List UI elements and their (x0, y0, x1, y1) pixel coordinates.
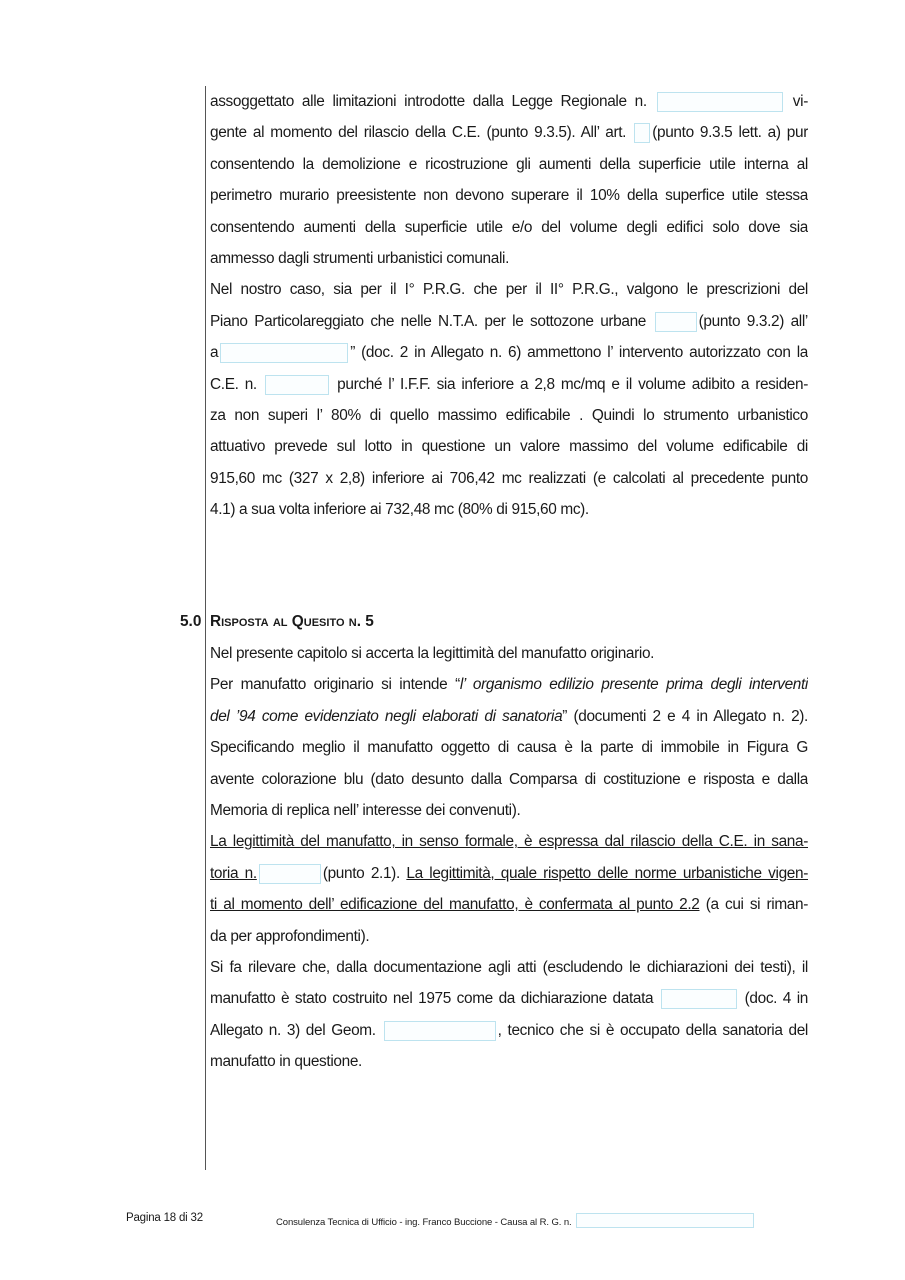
text-line: toria n. (punto 2.1). La legittimità, quale rispetto delle norme urbanistiche vigen- (210, 864, 808, 882)
text-line: gente al momento del rilascio della C.E. (punto 9.3.5). All’ art. (punto 9.3.5 lett. a) pur (210, 124, 808, 142)
redacted-field (657, 92, 783, 112)
text-line: Per manufatto originario si intende “l’ organismo edilizio presente prima degli interventi (210, 676, 808, 694)
text-line: C.E. n. purché l’ I.F.F. sia inferiore a 2,8 mc/mq e il volume adibito a residen- (210, 375, 808, 393)
text-line: Memoria di replica nell’ interesse dei convenuti). (210, 802, 521, 820)
text-line: Nel presente capitolo si accerta la legittimità del manufatto originario. (210, 645, 655, 662)
redacted-field (384, 1021, 496, 1041)
text-line: Piano Particolareggiato che nelle N.T.A. per le sottozone urbane (punto 9.3.2) all’ (210, 312, 808, 330)
section-number: 5.0 (180, 613, 202, 630)
text-line: Si fa rilevare che, dalla documentazione agli atti (escludendo le dichiarazioni dei testi), il (210, 959, 808, 977)
paragraph-1 (210, 86, 808, 274)
text-line: a ” (doc. 2 in Allegato n. 6) ammettono l’ intervento autorizzato con la (210, 344, 808, 362)
text-line: Nel nostro caso, sia per il I° P.R.G. che per il II° P.R.G., valgono le prescrizioni del (210, 281, 808, 299)
body-text-upper (210, 86, 808, 526)
text-line: consentendo la demolizione e ricostruzione gli aumenti della superficie utile interna al (210, 155, 808, 173)
text-line: consentendo aumenti della superficie utile e/o del volume degli edifici solo dove sia (210, 218, 808, 236)
text-line: manufatto in questione. (210, 1053, 362, 1071)
body-text-lower (210, 638, 808, 1078)
text-line: del ’94 come evidenziato negli elaborati di sanatoria” (documenti 2 e 4 in Allegato n. 2). (210, 707, 808, 725)
page-number: Pagina 18 di 32 (126, 1212, 203, 1224)
text-line: avente colorazione blu (dato desunto dalla Comparsa di costituzione e risposta e dalla (210, 770, 808, 788)
redacted-field (655, 312, 697, 332)
text-line: Specificando meglio il manufatto oggetto di causa è la parte di immobile in Figura G (210, 739, 808, 757)
footer-text: Consulenza Tecnica di Ufficio - ing. Franco Buccione - Causa al R. G. n. (276, 1213, 756, 1228)
text-line: assoggettato alle limitazioni introdotte dalla Legge Regionale n. vi- (210, 93, 808, 110)
redacted-field (265, 375, 329, 395)
text-line: ti al momento dell’ edificazione del manufatto, è confermata al punto 2.2 (a cui si riman- (210, 896, 808, 914)
margin-rule (205, 86, 206, 1170)
redacted-field (661, 989, 737, 1009)
text-line: La legittimità del manufatto, in senso formale, è espressa dal rilascio della C.E. in sana- (210, 833, 808, 851)
redacted-field (576, 1213, 754, 1228)
paragraph-5 (210, 826, 808, 952)
paragraph-4 (210, 669, 808, 826)
redacted-field (259, 864, 321, 884)
text-line: attuativo prevede sul lotto in questione un valore massimo del volume edificabile di (210, 438, 808, 456)
paragraph-6 (210, 952, 808, 1078)
text-line: Allegato n. 3) del Geom. , tecnico che si è occupato della sanatoria del (210, 1021, 808, 1039)
redacted-field (220, 343, 348, 363)
text-line: ammesso dagli strumenti urbanistici comunali. (210, 250, 510, 268)
text-line: da per approfondimenti). (210, 927, 370, 945)
text-line: za non superi l’ 80% di quello massimo edificabile . Quindi lo strumento urbanistico (210, 407, 808, 425)
section-title: Risposta al Quesito n. 5 (210, 613, 374, 630)
paragraph-2 (210, 274, 808, 525)
text-line: 915,60 mc (327 x 2,8) inferiore ai 706,42 mc realizzati (e calcolati al precedente punto (210, 469, 808, 487)
text-line: 4.1) a sua volta inferiore ai 732,48 mc (80% di 915,60 mc). (210, 501, 589, 519)
text-line: manufatto è stato costruito nel 1975 come da dichiarazione datata (doc. 4 in (210, 990, 808, 1008)
text-line: perimetro murario preesistente non devono superare il 10% della superfice utile stessa (210, 187, 808, 205)
redacted-field (634, 123, 650, 143)
paragraph-3 (210, 638, 808, 669)
